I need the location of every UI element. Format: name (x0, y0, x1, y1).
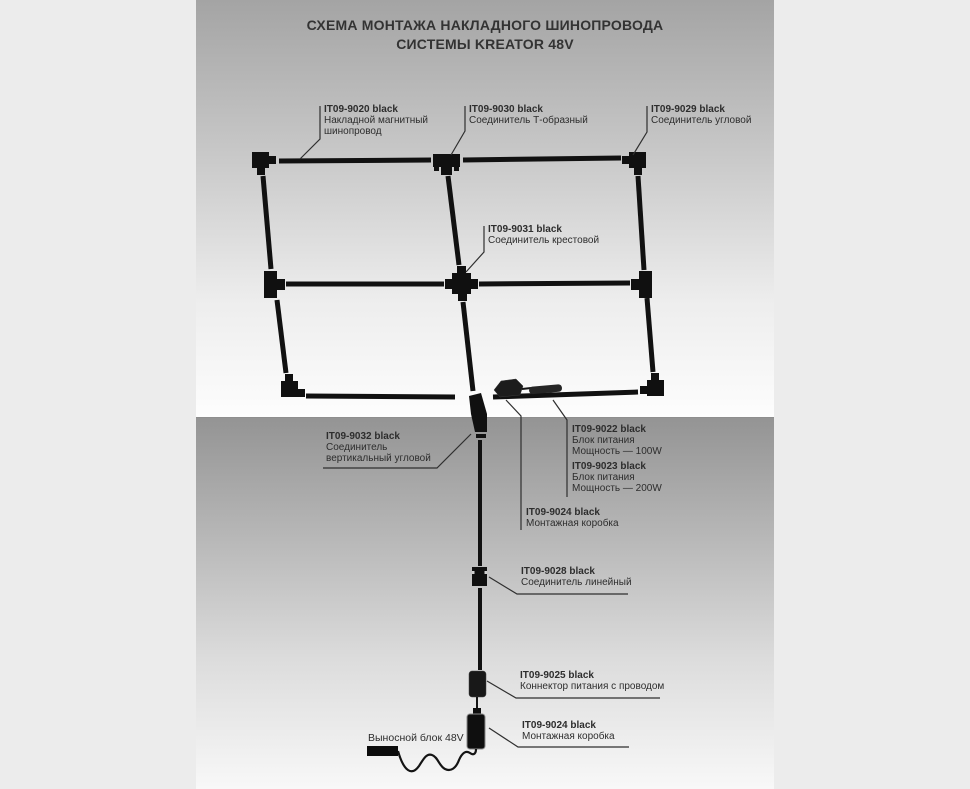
part-desc: Мощность — 200W (572, 483, 662, 494)
track-center-lower (463, 302, 473, 391)
part-code: IT09-9032 black (326, 431, 400, 442)
callout-cross-connector (466, 226, 484, 272)
label-power-supply-200w (572, 461, 662, 494)
linear-connector-device (472, 567, 487, 586)
part-desc: Мощность — 100W (572, 446, 662, 457)
part-code: IT09-9024 black (522, 720, 596, 731)
part-desc: Соединитель крестовой (488, 235, 600, 246)
callout-corner-connector (633, 106, 647, 155)
label-cross-connector (488, 224, 599, 246)
part-code: IT09-9029 black (651, 104, 725, 115)
part-desc: Соединитель угловой (651, 115, 752, 126)
part-code: IT09-9031 black (488, 224, 562, 235)
wall-drop (367, 440, 487, 771)
callout-t-connector (451, 106, 465, 155)
page-title-line1: СХЕМА МОНТАЖА НАКЛАДНОГО ШИНОПРОВОДА (306, 17, 664, 33)
t-connector-mid-right (631, 271, 652, 298)
track-mid-right (479, 283, 630, 284)
part-desc: Блок питания (572, 435, 635, 446)
label-track (324, 104, 428, 137)
t-connector-mid-left (264, 271, 285, 298)
part-desc: Блок питания (572, 472, 635, 483)
part-desc: Соединитель Т-образный (469, 115, 588, 126)
power-connector-device (469, 671, 486, 697)
label-t-connector (469, 104, 588, 126)
track-top-right (463, 158, 621, 160)
label-power-connector (520, 670, 664, 692)
label-mounting-box-wall (522, 720, 615, 742)
part-desc: Коннектор питания с проводом (520, 681, 665, 692)
part-desc: шинопровод (324, 126, 382, 137)
track-top-left (279, 160, 431, 161)
remote-unit-device (367, 746, 398, 756)
corner-connector-bottom-left (281, 374, 305, 397)
power-cable (398, 749, 476, 771)
part-desc: вертикальный угловой (326, 453, 431, 464)
callout-track (300, 106, 320, 159)
track-bottom-left (306, 396, 455, 397)
part-desc: Накладной магнитный (324, 115, 429, 126)
label-linear-connector (521, 566, 632, 588)
label-corner-connector (651, 104, 751, 126)
t-connector-top-center (433, 154, 460, 175)
part-desc: Монтажная коробка (522, 731, 615, 742)
part-desc: Монтажная коробка (526, 518, 619, 529)
label-remote-unit: Выносной блок 48V (368, 732, 464, 744)
callout-mounting-box-ceiling (506, 400, 521, 530)
part-code: IT09-9022 black (572, 424, 646, 435)
label-power-supply-100w (572, 424, 662, 457)
track-center-upper (448, 176, 459, 265)
corner-connector-bottom-right (640, 373, 664, 396)
label-vertical-corner-connector (326, 431, 431, 464)
mounting-box-ceiling-device (494, 379, 523, 397)
label-mounting-box-ceiling (526, 507, 619, 529)
track-right-upper (638, 176, 644, 270)
mounting-box-wall-device (467, 708, 485, 749)
track-left-upper (263, 176, 271, 269)
connectors (252, 152, 664, 397)
callout-power-supply (553, 400, 567, 497)
part-code: IT09-9028 black (521, 566, 595, 577)
part-desc: Соединитель (326, 442, 388, 453)
track-right-lower (647, 298, 653, 372)
part-code: IT09-9025 black (520, 670, 594, 681)
part-code: IT09-9024 black (526, 507, 600, 518)
page-title-line2: СИСТЕМЫ KREATOR 48V (396, 36, 574, 52)
part-desc: Соединитель линейный (521, 577, 632, 588)
part-code: IT09-9023 black (572, 461, 646, 472)
track-left-lower (277, 300, 286, 373)
part-code: IT09-9020 black (324, 104, 398, 115)
cross-connector-center (445, 266, 478, 301)
vertical-corner-connector (469, 393, 487, 438)
part-code: IT09-9030 black (469, 104, 543, 115)
corner-connector-top-left (252, 152, 276, 175)
corner-connector-top-right (622, 152, 646, 175)
